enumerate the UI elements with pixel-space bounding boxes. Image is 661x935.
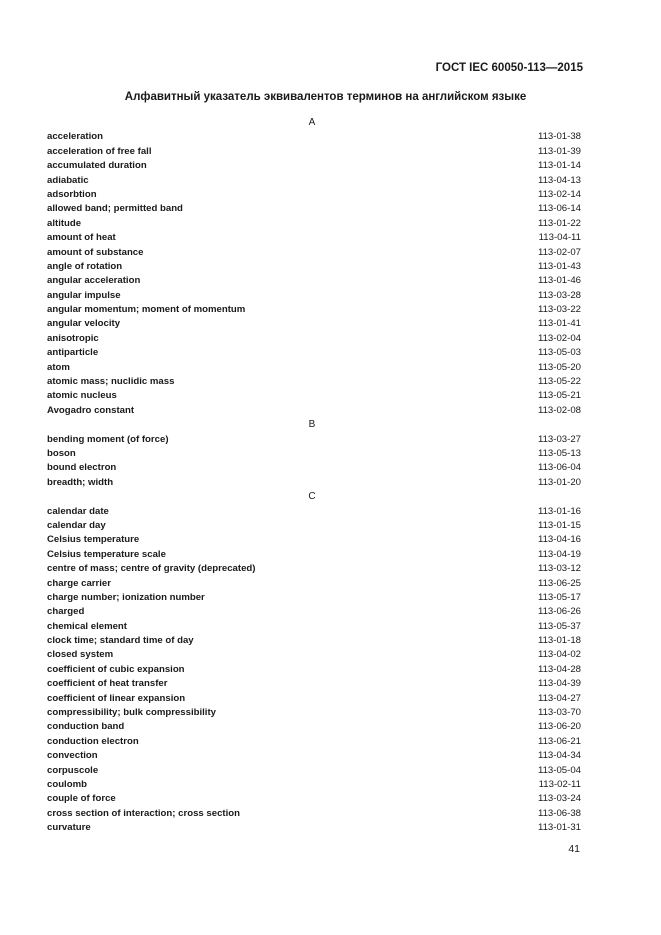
entry-term: adsorbtion	[47, 188, 97, 200]
entry-number: 113-01-46	[537, 275, 581, 287]
entry-number: 113-06-25	[537, 577, 581, 589]
index-entry	[47, 303, 581, 317]
entry-number: 113-06-21	[537, 735, 581, 747]
entry-number: 113-01-41	[537, 318, 581, 330]
index-entry	[47, 749, 581, 763]
index-entry	[47, 317, 581, 331]
entry-number: 113-06-14	[537, 203, 581, 215]
entry-number: 113-02-04	[537, 332, 581, 344]
index-entry	[47, 433, 581, 447]
entry-number: 113-05-04	[537, 764, 581, 776]
entry-term: convection	[47, 750, 98, 762]
entry-term: centre of mass; centre of gravity (deprecated)	[47, 563, 256, 575]
section-letter: C	[308, 491, 316, 503]
entry-number: 113-01-22	[537, 217, 581, 229]
entry-number: 113-03-24	[537, 793, 581, 805]
entry-number: 113-01-14	[537, 160, 581, 172]
index-entry	[47, 533, 581, 547]
index-entry	[47, 361, 581, 375]
index-entry	[47, 792, 581, 806]
entry-term: compressibility; bulk compressibility	[47, 707, 217, 719]
entry-term: coefficient of cubic expansion	[47, 663, 185, 675]
index-entry	[47, 605, 581, 619]
entry-term: couple of force	[47, 793, 116, 805]
entry-term: corpuscole	[47, 764, 99, 776]
entry-term: acceleration of free fall	[47, 145, 152, 157]
entry-number: 113-02-14	[537, 188, 581, 200]
entry-number: 113-06-20	[537, 721, 581, 733]
index-entry	[47, 289, 581, 303]
index-entry	[47, 620, 581, 634]
entry-number: 113-02-11	[538, 778, 581, 790]
entry-term: conduction band	[47, 721, 125, 733]
term-index	[47, 116, 581, 836]
entry-term: atomic nucleus	[47, 390, 117, 402]
entry-term: conduction electron	[47, 735, 139, 747]
entry-number: 113-06-04	[537, 462, 581, 474]
index-entry	[47, 720, 581, 734]
entry-number: 113-01-31	[537, 822, 581, 834]
index-entry	[47, 663, 581, 677]
entry-number: 113-01-43	[537, 260, 581, 272]
section-letter: B	[308, 419, 316, 431]
index-entry	[47, 260, 581, 274]
entry-number: 113-01-15	[537, 519, 581, 531]
entry-term: calendar date	[47, 505, 109, 517]
index-entry	[47, 274, 581, 288]
entry-term: charge number; ionization number	[47, 591, 205, 603]
index-entry	[47, 375, 581, 389]
index-entry	[47, 159, 581, 173]
index-entry	[47, 246, 581, 260]
entry-number: 113-04-34	[537, 750, 581, 762]
entry-term: chemical element	[47, 620, 127, 632]
entry-term: antiparticle	[47, 347, 99, 359]
entry-term: closed system	[47, 649, 114, 661]
index-entry	[47, 677, 581, 691]
entry-term: amount of heat	[47, 232, 116, 244]
index-entry	[47, 562, 581, 576]
index-entry	[47, 174, 581, 188]
index-entry	[47, 735, 581, 749]
entry-number: 113-01-18	[537, 635, 581, 647]
entry-number: 113-02-07	[537, 246, 581, 258]
index-entry	[47, 505, 581, 519]
index-entry	[47, 188, 581, 202]
entry-term: angular acceleration	[47, 275, 141, 287]
entry-term: amount of substance	[47, 246, 144, 258]
entry-number: 113-03-70	[537, 707, 581, 719]
entry-term: charge carrier	[47, 577, 111, 589]
entry-number: 113-05-03	[537, 347, 581, 359]
entry-term: charged	[47, 606, 85, 618]
entry-term: atom	[47, 361, 70, 373]
index-entry	[47, 648, 581, 662]
entry-term: coefficient of heat transfer	[47, 678, 168, 690]
index-entry	[47, 634, 581, 648]
entry-number: 113-04-16	[537, 534, 581, 546]
entry-term: angle of rotation	[47, 260, 123, 272]
index-entry	[47, 706, 581, 720]
entry-number: 113-02-08	[537, 404, 581, 416]
entry-number: 113-05-20	[537, 361, 581, 373]
index-entry	[47, 821, 581, 835]
entry-term: Avogadro constant	[47, 404, 135, 416]
entry-number: 113-04-13	[537, 174, 581, 186]
entry-number: 113-05-37	[537, 620, 581, 632]
index-entry	[47, 519, 581, 533]
entry-term: angular velocity	[47, 318, 121, 330]
entry-number: 113-04-11	[538, 232, 581, 244]
entry-number: 113-01-39	[537, 145, 581, 157]
index-entry	[47, 577, 581, 591]
page-number: 41	[568, 843, 580, 855]
entry-number: 113-05-17	[537, 591, 581, 603]
entry-number: 113-01-16	[537, 505, 581, 517]
entry-number: 113-05-21	[537, 390, 581, 402]
entry-term: angular momentum; moment of momentum	[47, 304, 246, 316]
entry-number: 113-01-38	[537, 131, 581, 143]
entry-term: acceleration	[47, 131, 103, 143]
index-entry	[47, 764, 581, 778]
entry-number: 113-01-20	[537, 476, 581, 488]
section-letter: A	[308, 117, 316, 128]
entry-term: clock time; standard time of day	[47, 635, 194, 647]
entry-term: angular impulse	[47, 289, 121, 301]
entry-number: 113-03-28	[537, 289, 581, 301]
index-entry	[47, 548, 581, 562]
entry-number: 113-03-27	[537, 433, 581, 445]
entry-term: curvature	[47, 822, 91, 834]
entry-term: altitude	[47, 217, 82, 229]
index-entry	[47, 778, 581, 792]
index-entry	[47, 447, 581, 461]
entry-number: 113-05-13	[537, 447, 581, 459]
page-title: Алфавитный указатель эквивалентов терминов на английском языке	[124, 91, 527, 103]
entry-number: 113-03-12	[537, 563, 581, 575]
entry-term: boson	[47, 447, 76, 459]
entry-number: 113-06-26	[537, 606, 581, 618]
entry-term: adiabatic	[47, 174, 89, 186]
entry-term: coulomb	[47, 778, 87, 790]
index-entry	[47, 476, 581, 490]
entry-term: coefficient of linear expansion	[47, 692, 186, 704]
index-entry	[47, 461, 581, 475]
entry-number: 113-04-19	[537, 548, 581, 560]
entry-term: accumulated duration	[47, 160, 147, 172]
document-code: ГОСТ IEC 60050-113—2015	[435, 62, 583, 74]
entry-term: cross section of interaction; cross section	[47, 807, 240, 819]
index-entry	[47, 692, 581, 706]
entry-number: 113-04-02	[537, 649, 581, 661]
index-entry	[47, 202, 581, 216]
entry-number: 113-04-28	[537, 663, 581, 675]
index-entry	[47, 389, 581, 403]
entry-term: Celsius temperature	[47, 534, 140, 546]
index-entry	[47, 217, 581, 231]
entry-term: Celsius temperature scale	[47, 548, 166, 560]
entry-term: calendar day	[47, 519, 106, 531]
entry-number: 113-04-27	[537, 692, 581, 704]
entry-term: bound electron	[47, 462, 117, 474]
entry-number: 113-05-22	[537, 376, 581, 388]
index-entry	[47, 231, 581, 245]
index-entry	[47, 332, 581, 346]
entry-term: anisotropic	[47, 332, 99, 344]
entry-number: 113-04-39	[537, 678, 581, 690]
entry-term: allowed band; permitted band	[47, 203, 183, 215]
entry-number: 113-06-38	[537, 807, 581, 819]
index-entry	[47, 145, 581, 159]
entry-term: atomic mass; nuclidic mass	[47, 376, 175, 388]
index-entry	[47, 807, 581, 821]
index-entry	[47, 346, 581, 360]
entry-term: bending moment (of force)	[47, 433, 169, 445]
index-entry	[47, 130, 581, 144]
entry-term: breadth; width	[47, 476, 114, 488]
entry-number: 113-03-22	[537, 304, 581, 316]
index-entry	[47, 591, 581, 605]
index-entry	[47, 404, 581, 418]
